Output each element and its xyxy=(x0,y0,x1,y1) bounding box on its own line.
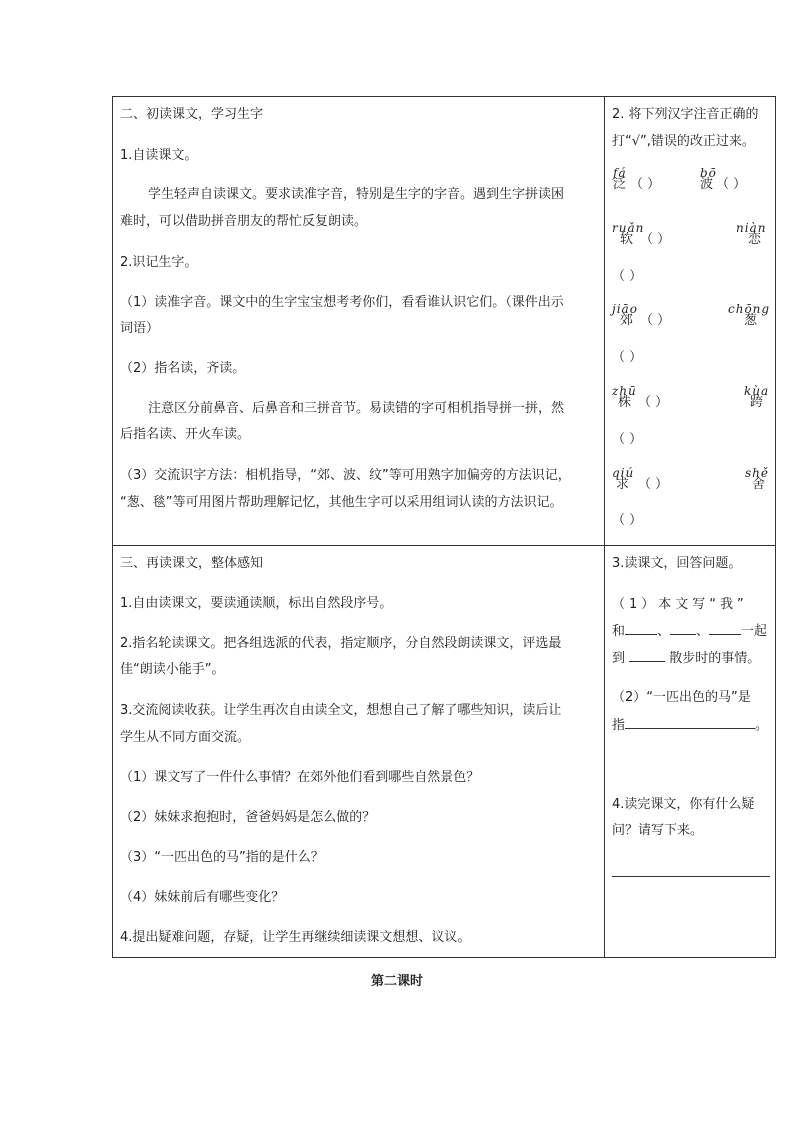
exercise3-q2-line1: （2）“一匹出色的马”是 xyxy=(612,690,751,705)
blank[interactable] xyxy=(625,716,755,729)
answer-paren: （ ） xyxy=(716,177,747,192)
section2-para2-line1: 注意区分前鼻音、后鼻音和三拼音节。易读错的字可相机指导拼一拼，然 xyxy=(148,401,565,416)
section2-para1-line1: 学生轻声自读课文。要求读准字音，特别是生字的字音。遇到生字拼读困 xyxy=(148,187,565,202)
char-zhu: 株 xyxy=(618,395,632,410)
pinyin-chong: chōng xyxy=(728,302,771,316)
section2-heading: 二、初读课文，学习生字 xyxy=(120,107,264,122)
column-divider xyxy=(604,96,605,958)
section2-item1-line2: 词语） xyxy=(120,321,160,336)
char-qiu: 求 xyxy=(616,477,630,492)
section2-para1-line2: 难时，可以借助拼音朋友的帮忙反复朗读。 xyxy=(120,214,368,229)
blank[interactable] xyxy=(670,622,696,635)
char-cong: 葱 xyxy=(744,313,758,328)
section3-question1: （1）课文写了一件什么事情？在郊外他们看到哪些自然景色？ xyxy=(120,770,480,785)
section-caption: 第二课时 xyxy=(370,974,423,989)
section3-step3-line1: 3.交流阅读收获。让学生再次自由读全文，想想自己了解了哪些知识，读后让 xyxy=(120,703,562,718)
answer-paren: （ ） xyxy=(630,177,661,192)
answer-paren: （ ） xyxy=(640,313,671,328)
answer-paren: （ ） xyxy=(640,232,671,247)
answer-paren: （ ） xyxy=(638,477,669,492)
section3-step3-line2: 学生从不同方面交流。 xyxy=(120,730,251,745)
pinyin-fa: fá xyxy=(613,166,627,180)
pinyin-she: shě xyxy=(745,466,769,480)
exercise3-q2-line2: 指 。 xyxy=(612,718,769,733)
answer-paren: （ ） xyxy=(612,269,643,284)
pinyin-kua: kùa xyxy=(744,384,770,398)
section2-para2-line2: 后指名读、开火车读。 xyxy=(120,427,251,442)
blank[interactable] xyxy=(629,649,665,662)
exercise2-title-line2: 打“√”,错误的改正过来。 xyxy=(612,134,755,149)
pinyin-ruan: ruǎn xyxy=(612,221,645,235)
blank[interactable] xyxy=(709,622,741,635)
answer-paren: （ ） xyxy=(638,395,669,410)
section2-step1: 1.自读课文。 xyxy=(120,148,198,163)
exercise4-line1: 4.读完课文，你有什么疑 xyxy=(612,797,755,812)
exercise3-q1-line3: 到 散步时的事情。 xyxy=(612,651,761,666)
exercise4-line2: 问？请写下来。 xyxy=(612,823,704,838)
char-jiao: 郊 xyxy=(620,313,634,328)
section3-heading: 三、再读课文，整体感知 xyxy=(120,556,264,571)
section3-step4: 4.提出疑难问题，存疑，让学生再继续细读课文想想、议议。 xyxy=(120,930,471,945)
char-she: 舍 xyxy=(752,477,766,492)
pinyin-nian: niàn xyxy=(736,221,767,235)
row-divider xyxy=(112,545,776,546)
answer-paren: （ ） xyxy=(612,513,643,528)
char-bo: 波 xyxy=(700,177,714,192)
section3-step1: 1.自由读课文，要读通读顺，标出自然段序号。 xyxy=(120,596,393,611)
section3-question3: （3）“一匹出色的马”指的是什么？ xyxy=(120,850,324,865)
section2-step2: 2.识记生字。 xyxy=(120,255,198,270)
pinyin-qiu: qiú xyxy=(612,466,635,480)
section3-step2-line1: 2.指名轮读课文。把各组选派的代表，指定顺序，分自然段朗读课文，评选最 xyxy=(120,636,562,651)
pinyin-bo: bō xyxy=(700,166,717,180)
answer-line[interactable] xyxy=(612,876,770,877)
section2-item1-line1: （1）读准字音。课文中的生字宝宝想考考你们，看看谁认识它们。（课件出示 xyxy=(120,295,564,310)
char-kua: 跨 xyxy=(750,395,764,410)
section2-item2: （2）指名读，齐读。 xyxy=(120,361,246,376)
exercise3-q1-line1: （1）本文写“我” xyxy=(612,597,748,612)
answer-paren: （ ） xyxy=(612,350,643,365)
answer-paren: （ ） xyxy=(612,432,643,447)
exercise3-q1-line2: 和 、 、 一起 xyxy=(612,624,768,639)
pinyin-zhu: zhū xyxy=(612,384,637,398)
section2-item3-line2: “葱、毯”等可用图片帮助理解记忆，其他生字可以采用组词认读的方法识记。 xyxy=(120,495,563,510)
exercise2-title-line1: 2. 将下列汉字注音正确的 xyxy=(612,107,759,122)
section3-question2: （2）妹妹求抱抱时，爸爸妈妈是怎么做的？ xyxy=(120,810,376,825)
exercise3-title: 3.读课文，回答问题。 xyxy=(612,556,742,571)
pinyin-jiao: jiāo xyxy=(612,302,638,316)
char-fan: 泛 xyxy=(613,177,627,192)
section3-question4: （4）妹妹前后有哪些变化？ xyxy=(120,890,285,905)
section2-item3-line1: （3）交流识字方法：相机指导，“郊、波、纹”等可用熟字加偏旁的方法识记， xyxy=(120,468,571,483)
char-lian: 恋 xyxy=(748,232,762,247)
section3-step2-line2: 佳“朗读小能手”。 xyxy=(120,662,225,677)
char-ruan: 软 xyxy=(620,232,634,247)
blank[interactable] xyxy=(625,622,657,635)
